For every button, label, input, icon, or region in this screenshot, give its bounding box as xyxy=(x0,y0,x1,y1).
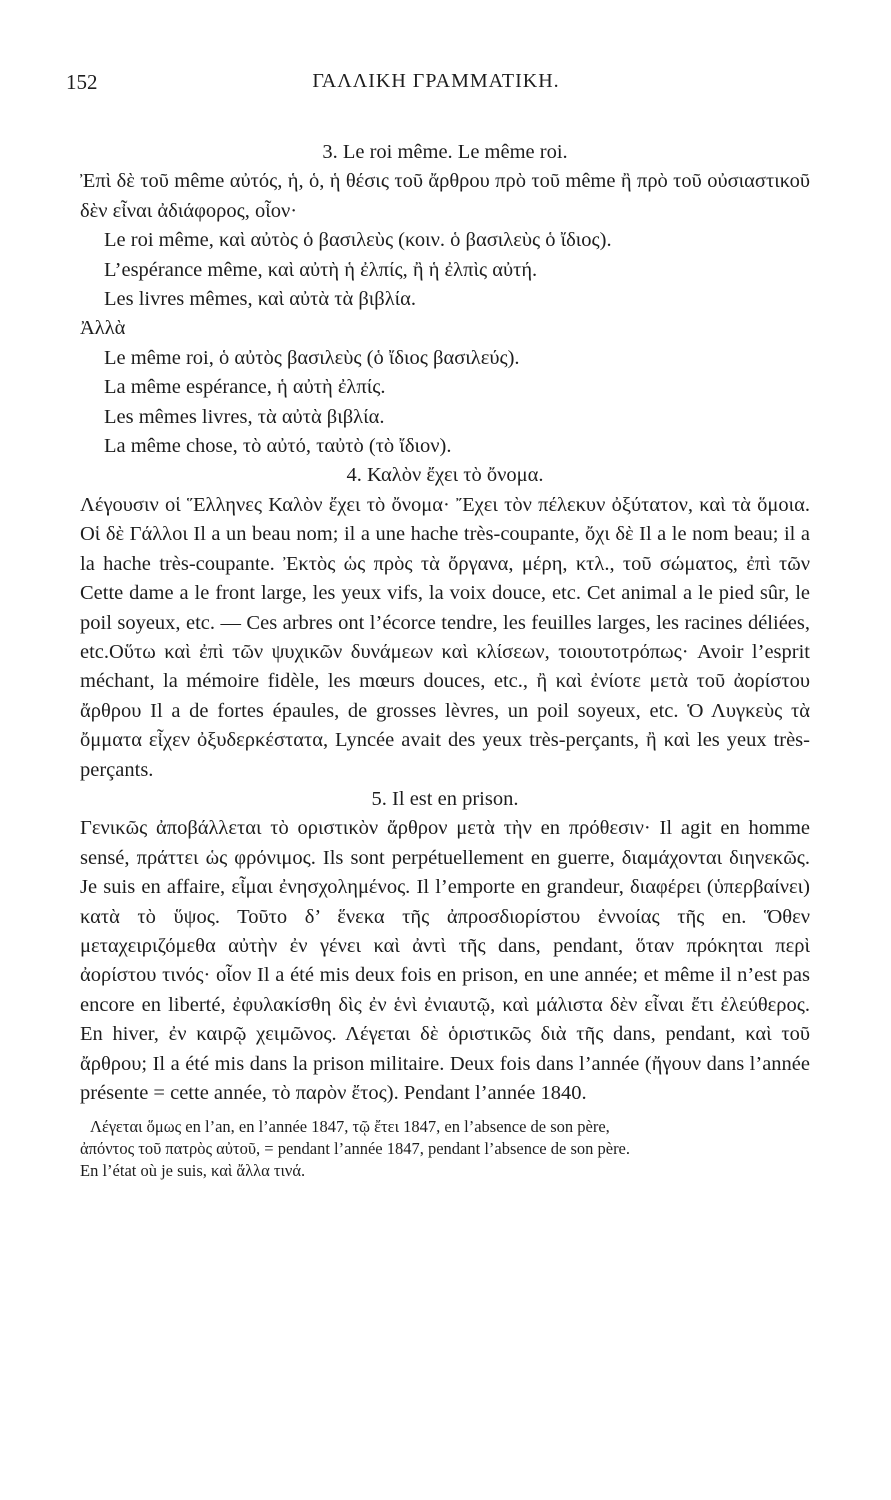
alla-line: Ἀλλὰ xyxy=(80,317,126,340)
footnote xyxy=(80,1116,810,1182)
example-line: Le même roi, ὁ αὐτὸς βασιλεὺς (ὁ ἴδιος βασιλεύς). xyxy=(104,346,520,369)
page-number: 152 xyxy=(66,70,98,94)
running-title: ΓΑΛΛΙΚΗ ΓΡΑΜΜΑΤΙΚΗ. xyxy=(312,70,560,92)
example-line: La même chose, τὸ αὐτό, ταὐτὸ (τὸ ἴδιον). xyxy=(104,435,452,458)
section-4-paragraph: Λέγουσιν οἱ Ἕλληνες Καλὸν ἔχει τὸ ὄνομα· Ἔχει τὸν πέλεκυν ὀξύτατον, καὶ τὰ ὅμοια. Οἱ δὲ Γάλλοι Il a un beau nom; il a une hache très-coupante, ὄχι δὲ Il a le nom beau; il a la hache très-coupante. Ἐκτὸς ὡς πρὸς τὰ ὄργανα, μέρη, κτλ., τοῦ σώματος, ἐπὶ τῶν Cette dame a le front large, les yeux vifs, la voix douce, etc. Cet animal a le pied sûr, le poil soyeux, etc. — Ces arbres ont l’écorce tendre, les feuilles larges, les racines déliées, etc.Οὕτω καὶ ἐπὶ τῶν ψυχικῶν δυνάμεων καὶ κλίσεων, τοιουτοτρόπως· Avoir l’esprit méchant, la mémoire fidèle, les mœurs douces, etc., ἢ καὶ ἐνίοτε μετὰ τοῦ ἀορίστου ἄρθρου Il a de fortes épaules, de grosses lèvres, un poil soyeux, etc. Ὁ Λυγκεὺς τὰ ὄμματα εἶχεν ὀξυδερκέστατα, Lyncée avait des yeux très-perçants, ἢ καὶ les yeux très-perçants. xyxy=(80,493,810,781)
page-header xyxy=(66,70,806,104)
section-5-paragraph: Γενικῶς ἀποβάλλεται τὸ οριστικὸν ἄρθρον μετὰ τὴν en πρόθεσιν· Il agit en homme sensé, πράττει ὡς φρόνιμος. Ils sont perpétuellement en guerre, διαμάχονται διηνεκῶς. Je suis en affaire, εἶμαι ἐνησχολημένος. Il l’emporte en grandeur, διαφέρει (ὑπερβαίνει) κατὰ τὸ ὕψος. Τοῦτο δ’ ἕνεκα τῆς ἀπροσδιορίστου ἐννοίας τῆς en. Ὅθεν μεταχειριζόμεθα αὐτὴν ἐν γένει καὶ ἀντὶ τῆς dans, pendant, ὅταν πρόκηται περὶ ἀορίστου τινός· οἷον Il a été mis deux fois en prison, en une année; et même il n’est pas encore en liberté, ἐφυλακίσθη δὶς ἐν ἑνὶ ἐνιαυτῷ, καὶ μάλιστα δὲν εἶναι ἔτι ἐλεύθερος. En hiver, ἐν καιρῷ χειμῶνος. Λέγεται δὲ ὁριστικῶς διὰ τῆς dans, pendant, καὶ τοῦ ἄρθρου; Il a été mis dans la prison militaire. Deux fois dans l’année (ἤγουν dans l’année présente = cette année, τὸ παρὸν ἔτος). Pendant l’année 1840. xyxy=(80,817,810,1104)
footnote-line: ἀπόντος τοῦ πατρὸς αὐτοῦ, = pendant l’année 1847, pendant l’absence de son père. xyxy=(80,1139,631,1159)
section-5-heading: 5. Il est en prison. xyxy=(371,787,519,810)
example-line: Les livres mêmes, καὶ αὐτὰ τὰ βιβλία. xyxy=(104,288,417,311)
example-line: Le roi même, καὶ αὐτὸς ὁ βασιλεὺς (κοιν. ὁ βασιλεὺς ὁ ἴδιος). xyxy=(104,229,612,252)
example-line: Les mêmes livres, τὰ αὐτὰ βιβλία. xyxy=(104,405,385,428)
footnote-line: En l’état où je suis, καὶ ἄλλα τινά. xyxy=(80,1161,306,1181)
section-3-heading: 3. Le roi même. Le même roi. xyxy=(322,141,568,163)
section-4-heading: 4. Καλὸν ἔχει τὸ ὄνομα. xyxy=(346,464,544,487)
section-3-intro: Ἐπὶ δὲ τοῦ même αὐτός, ἡ, ὁ, ἡ θέσις τοῦ ἄρθρου πρὸ τοῦ même ἢ πρὸ τοῦ οὐσιαστικοῦ δὲν εἶναι ἀδιάφορος, οἷον· xyxy=(80,170,810,222)
page-body xyxy=(80,138,810,1182)
example-line: L’espérance même, καὶ αὐτὴ ἡ ἐλπίς, ἢ ἡ ἐλπὶς αὐτή. xyxy=(104,258,538,281)
footnote-line: Λέγεται ὅμως en l’an, en l’année 1847, τῷ ἔτει 1847, en l’absence de son père, xyxy=(90,1117,610,1137)
example-line: La même espérance, ἡ αὐτὴ ἐλπίς. xyxy=(104,376,386,399)
